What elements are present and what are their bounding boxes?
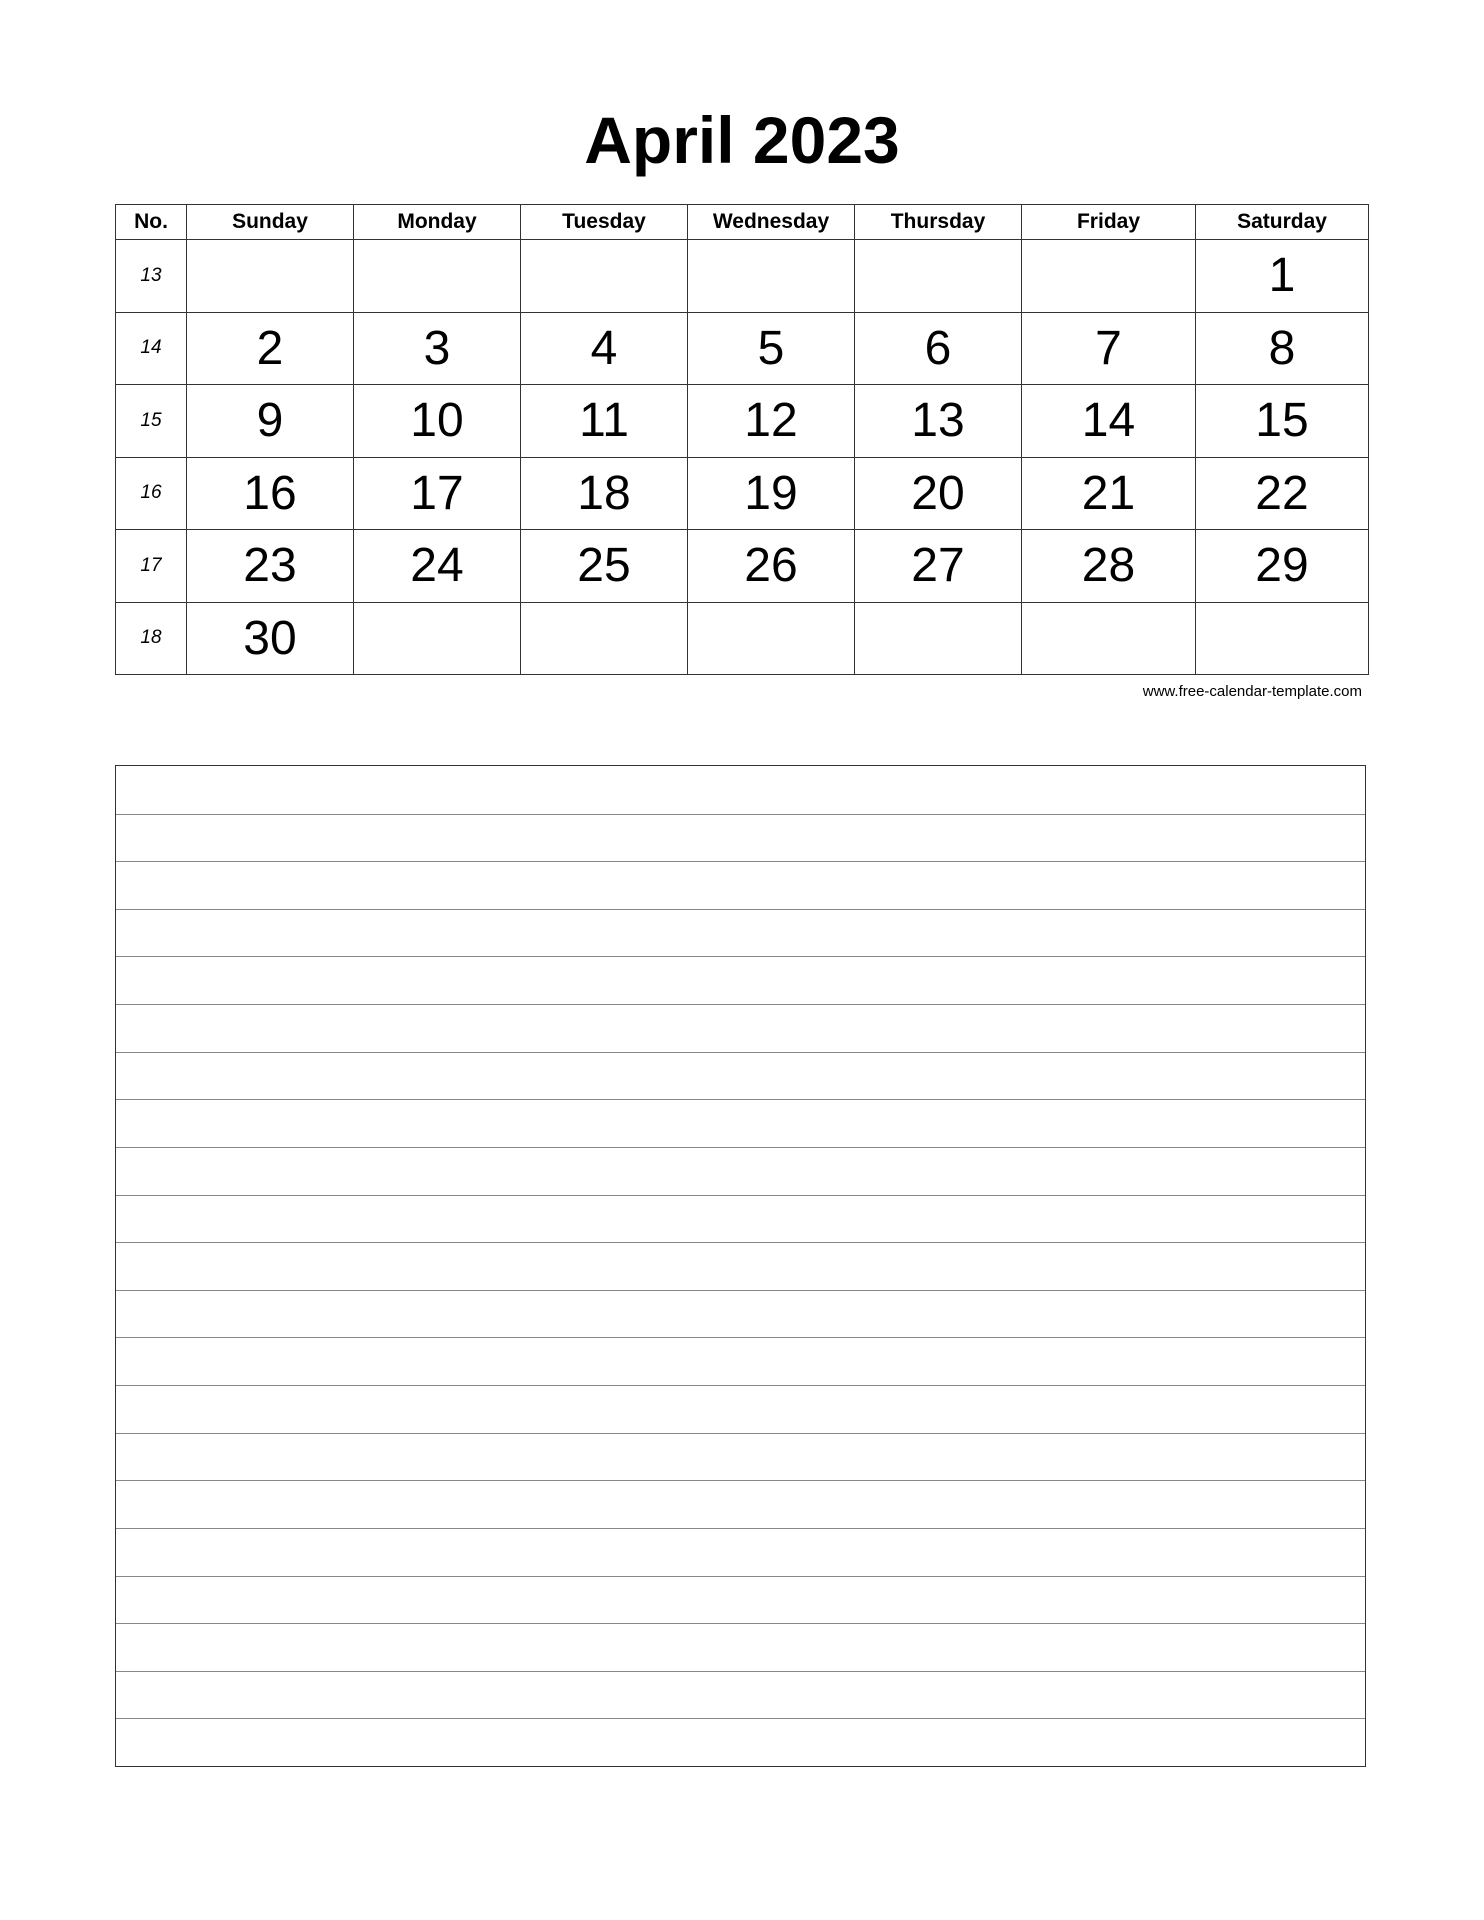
day-cell: 29 [1196, 530, 1369, 603]
note-line [116, 1290, 1365, 1291]
week-number: 17 [116, 530, 187, 603]
day-cell: 17 [354, 457, 521, 530]
header-monday: Monday [354, 205, 521, 240]
day-cell [688, 240, 855, 313]
day-cell: 18 [521, 457, 688, 530]
day-cell [521, 602, 688, 675]
header-thursday: Thursday [855, 205, 1022, 240]
day-cell: 20 [855, 457, 1022, 530]
day-cell: 2 [187, 312, 354, 385]
day-cell [855, 240, 1022, 313]
note-line [116, 1623, 1365, 1624]
day-cell: 1 [1196, 240, 1369, 313]
week-number: 16 [116, 457, 187, 530]
note-line [116, 1718, 1365, 1719]
note-line [116, 909, 1365, 910]
week-row [116, 602, 1369, 675]
note-line [116, 861, 1365, 862]
week-row [116, 457, 1369, 530]
week-number: 14 [116, 312, 187, 385]
day-cell: 21 [1022, 457, 1196, 530]
day-cell: 4 [521, 312, 688, 385]
note-line [116, 1385, 1365, 1386]
note-line [116, 1099, 1365, 1100]
week-row [116, 240, 1369, 313]
day-cell: 15 [1196, 385, 1369, 458]
header-sunday: Sunday [187, 205, 354, 240]
note-line [116, 1337, 1365, 1338]
note-line [116, 1004, 1365, 1005]
day-cell: 26 [688, 530, 855, 603]
notes-box [115, 765, 1366, 1767]
header-saturday: Saturday [1196, 205, 1369, 240]
day-cell [1022, 240, 1196, 313]
note-line [116, 956, 1365, 957]
day-cell [1196, 602, 1369, 675]
header-week-number: No. [116, 205, 187, 240]
day-cell: 27 [855, 530, 1022, 603]
day-cell: 14 [1022, 385, 1196, 458]
day-cell: 7 [1022, 312, 1196, 385]
day-cell: 3 [354, 312, 521, 385]
note-line [116, 1671, 1365, 1672]
header-wednesday: Wednesday [688, 205, 855, 240]
day-cell [521, 240, 688, 313]
day-cell [187, 240, 354, 313]
day-cell [1022, 602, 1196, 675]
day-cell: 25 [521, 530, 688, 603]
note-line [116, 1433, 1365, 1434]
day-cell: 23 [187, 530, 354, 603]
day-cell: 6 [855, 312, 1022, 385]
note-line [116, 1576, 1365, 1577]
week-number: 18 [116, 602, 187, 675]
day-cell: 8 [1196, 312, 1369, 385]
day-cell: 16 [187, 457, 354, 530]
day-cell [855, 602, 1022, 675]
website-credit: www.free-calendar-template.com [1142, 683, 1362, 700]
day-cell: 28 [1022, 530, 1196, 603]
day-cell: 30 [187, 602, 354, 675]
week-number: 15 [116, 385, 187, 458]
note-line [116, 814, 1365, 815]
header-tuesday: Tuesday [521, 205, 688, 240]
note-line [116, 1052, 1365, 1053]
day-cell [354, 240, 521, 313]
day-cell: 22 [1196, 457, 1369, 530]
calendar-table [115, 204, 1369, 675]
note-line [116, 1528, 1365, 1529]
day-cell: 24 [354, 530, 521, 603]
week-number: 13 [116, 240, 187, 313]
day-cell: 5 [688, 312, 855, 385]
header-friday: Friday [1022, 205, 1196, 240]
day-cell: 11 [521, 385, 688, 458]
week-row [116, 385, 1369, 458]
page-title: April 2023 [584, 103, 900, 177]
day-cell: 19 [688, 457, 855, 530]
day-cell [688, 602, 855, 675]
day-cell: 9 [187, 385, 354, 458]
note-line [116, 1480, 1365, 1481]
note-line [116, 1147, 1365, 1148]
day-cell: 12 [688, 385, 855, 458]
day-cell: 13 [855, 385, 1022, 458]
week-row [116, 312, 1369, 385]
note-line [116, 1195, 1365, 1196]
day-cell [354, 602, 521, 675]
header-row [116, 205, 1369, 240]
note-line [116, 1242, 1365, 1243]
day-cell: 10 [354, 385, 521, 458]
week-row [116, 530, 1369, 603]
